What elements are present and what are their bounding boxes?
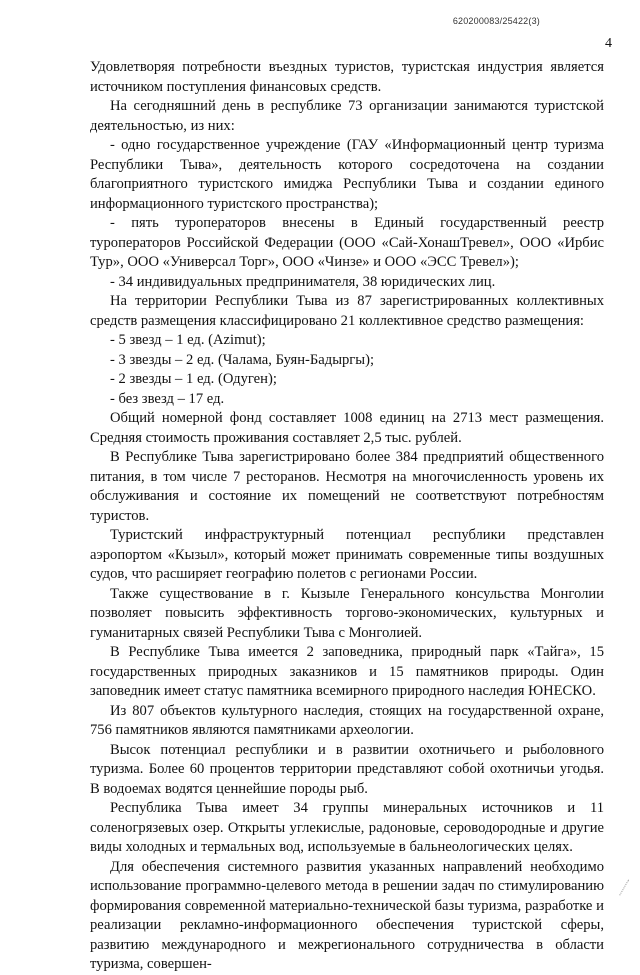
paragraph-heritage: Из 807 объектов культурного наследия, стоящих на государственной охране, 756 памятников являются памятниками археологии. [90,702,604,738]
page-number: 4 [605,36,612,51]
paragraph-mineral-springs: Республика Тыва имеет 34 группы минеральных источников и 11 соленогрязевых озер. Открыты углекислые, радоновые, сероводородные и другие виды холодных и термальных вод, используемые в бальнеологических целях. [90,800,604,855]
list-item-3-stars: - 3 звезды – 2 ед. (Чалама, Буян-Бадыргы); [110,351,374,368]
list-item-entrepreneurs: - 34 индивидуальных предпринимателя, 38 юридических лиц. [110,273,496,290]
paragraph-2: На сегодняшний день в республике 73 организации занимаются туристской деятельностью, из них: [90,98,604,134]
paragraph-accommodation: На территории Республики Тыва из 87 зарегистрированных коллективных средств размещения классифицировано 21 коллективное средство размещения: [90,293,604,329]
list-item-no-stars: - без звезд – 17 ед. [110,390,225,407]
paragraph-program-method: Для обеспечения системного развития указанных направлений необходимо использование программно-целевого метода в решении задач по стимулированию формирования современной материально-технической базы туризма, разработке и реализации рекламно-информационного обеспечения туристской сферы, развитию международного и межрегионального сотрудничества в области туризма, совершен- [90,858,604,972]
paragraph-catering: В Республике Тыва зарегистрировано более 384 предприятий общественного питания, в том числе 7 ресторанов. Несмотря на многочисленность уровень их обслуживания и состояние их помещений не соответствуют потребностям туристов. [90,449,604,524]
list-item-5-stars: - 5 звезд – 1 ед. (Azimut); [110,332,266,348]
paragraph-airport: Туристский инфраструктурный потенциал республики представлен аэропортом «Кызыл», который может принимать современные типы воздушных судов, что расширяет географию полетов с регионами России. [90,527,604,582]
list-item-tour-operators: - пять туроператоров внесены в Единый государственный реестр туроператоров Российской Федерации (ООО «Сай-ХонашТревел», ООО «Ирбис Тур», ООО «Универсал Торг», ООО «Чинзе» и ООО «ЭСС Тревел»); [90,215,604,270]
paragraph-1: Удовлетворяя потребности въездных туристов, туристская индустрия является источником поступления финансовых средств. [90,59,604,95]
list-item-state-institution: - одно государственное учреждение (ГАУ «Информационный центр туризма Республики Тыва», деятельность которого сосредоточена на создании благоприятного туристского имиджа Республики Тыва и создании единого информационного туристского пространства); [90,137,604,212]
list-item-2-stars: - 2 звезды – 1 ед. (Одуген); [110,371,277,387]
paragraph-reserves: В Республике Тыва имеется 2 заповедника, природный парк «Тайга», 15 государственных природных заказников и 15 памятников природы. Один заповедник имеет статус памятника всемирного природного наследия ЮНЕСКО. [90,644,604,699]
document-id: 620200083/25422(3) [452,16,540,26]
paragraph-consulate: Также существование в г. Кызыле Генерального консульства Монголии позволяет повысить эффективность торгово-экономических, культурных и гуманитарных связей Республики Тыва с Монголией. [90,585,604,641]
paragraph-room-fund: Общий номерной фонд составляет 1008 единиц на 2713 мест размещения. Средняя стоимость проживания составляет 2,5 тыс. рублей. [90,410,604,446]
scan-artifact [619,879,638,900]
paragraph-hunting: Высок потенциал республики и в развитии охотничьего и рыболовного туризма. Более 60 процентов территории представляют собой охотничьи угодья. В водоемах водятся ценнейшие породы рыб. [90,741,604,797]
document-body [90,58,604,975]
